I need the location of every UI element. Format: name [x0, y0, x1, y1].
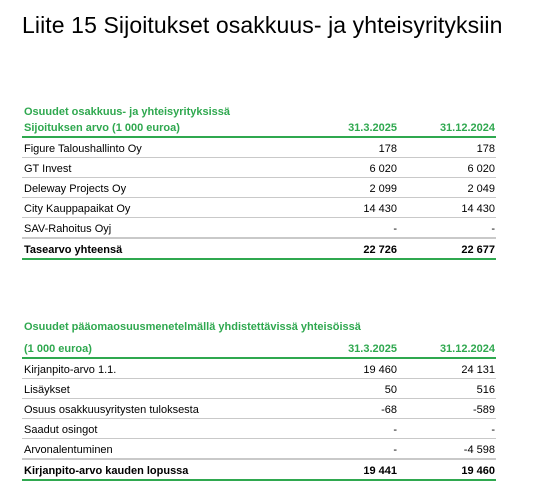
table-associates-investments: [22, 105, 496, 260]
column-header-date2: 31.12.2024: [439, 122, 495, 134]
table-header-row: [22, 120, 496, 138]
table-heading: Osuudet osakkuus- ja yhteisyrityksissä: [24, 106, 231, 118]
row-label: Figure Taloushallinto Oy: [24, 143, 142, 155]
table-total-row: [22, 459, 496, 481]
row-label: Kirjanpito-arvo 1.1.: [24, 364, 117, 376]
table-row: [22, 158, 496, 178]
row-value-date2: -: [491, 223, 495, 235]
row-value-date2: 24 131: [461, 364, 495, 376]
row-label: Arvonalentuminen: [24, 444, 113, 456]
row-value-date2: 14 430: [461, 203, 495, 215]
column-label: (1 000 euroa): [24, 343, 92, 355]
table-row: [22, 138, 496, 158]
total-value-date1: 22 726: [363, 244, 397, 256]
page-title: Liite 15 Sijoitukset osakkuus- ja yhteisyrityksiin: [22, 12, 503, 38]
row-value-date1: 19 460: [363, 364, 397, 376]
row-value-date1: 6 020: [369, 163, 397, 175]
table-row: [22, 379, 496, 399]
table-row: [22, 399, 496, 419]
total-value-date1: 19 441: [363, 465, 397, 477]
table-row: [22, 419, 496, 439]
row-value-date2: 178: [476, 143, 495, 155]
row-value-date2: -4 598: [463, 444, 495, 456]
total-value-date2: 19 460: [461, 465, 495, 477]
table-total-row: [22, 238, 496, 260]
column-header-date1: 31.3.2025: [348, 343, 397, 355]
total-label: Tasearvo yhteensä: [24, 244, 123, 256]
row-label: Deleway Projects Oy: [24, 183, 127, 195]
row-value-date2: -589: [472, 404, 495, 416]
table-header-row: [22, 341, 496, 359]
row-value-date2: -: [491, 424, 495, 436]
row-label: Saadut osingot: [24, 424, 98, 436]
table-row: [22, 178, 496, 198]
table-equity-method-investments: [22, 320, 496, 481]
row-value-date1: -68: [381, 404, 397, 416]
row-label: GT Invest: [24, 163, 72, 175]
column-header-date1: 31.3.2025: [348, 122, 397, 134]
row-value-date1: -: [393, 223, 397, 235]
row-value-date1: -: [393, 444, 397, 456]
row-label: Osuus osakkuusyritysten tuloksesta: [24, 404, 199, 416]
column-label: Sijoituksen arvo (1 000 euroa): [24, 122, 180, 134]
row-value-date1: 14 430: [363, 203, 397, 215]
row-label: SAV-Rahoitus Oyj: [24, 223, 112, 235]
table-row: [22, 198, 496, 218]
total-label: Kirjanpito-arvo kauden lopussa: [24, 465, 189, 477]
total-value-date2: 22 677: [461, 244, 495, 256]
row-label: City Kauppapaikat Oy: [24, 203, 131, 215]
column-header-date2: 31.12.2024: [439, 343, 495, 355]
row-value-date2: 6 020: [467, 163, 495, 175]
row-value-date1: 2 099: [369, 183, 397, 195]
row-value-date1: 50: [384, 384, 397, 396]
row-value-date2: 2 049: [467, 183, 495, 195]
table-row: [22, 359, 496, 379]
table-row: [22, 439, 496, 459]
row-value-date1: 178: [378, 143, 397, 155]
table-heading: Osuudet pääomaosuusmenetelmällä yhdistettävissä yhteisöissä: [24, 321, 361, 333]
table-row: [22, 218, 496, 238]
row-value-date1: -: [393, 424, 397, 436]
row-value-date2: 516: [476, 384, 495, 396]
row-label: Lisäykset: [24, 384, 70, 396]
